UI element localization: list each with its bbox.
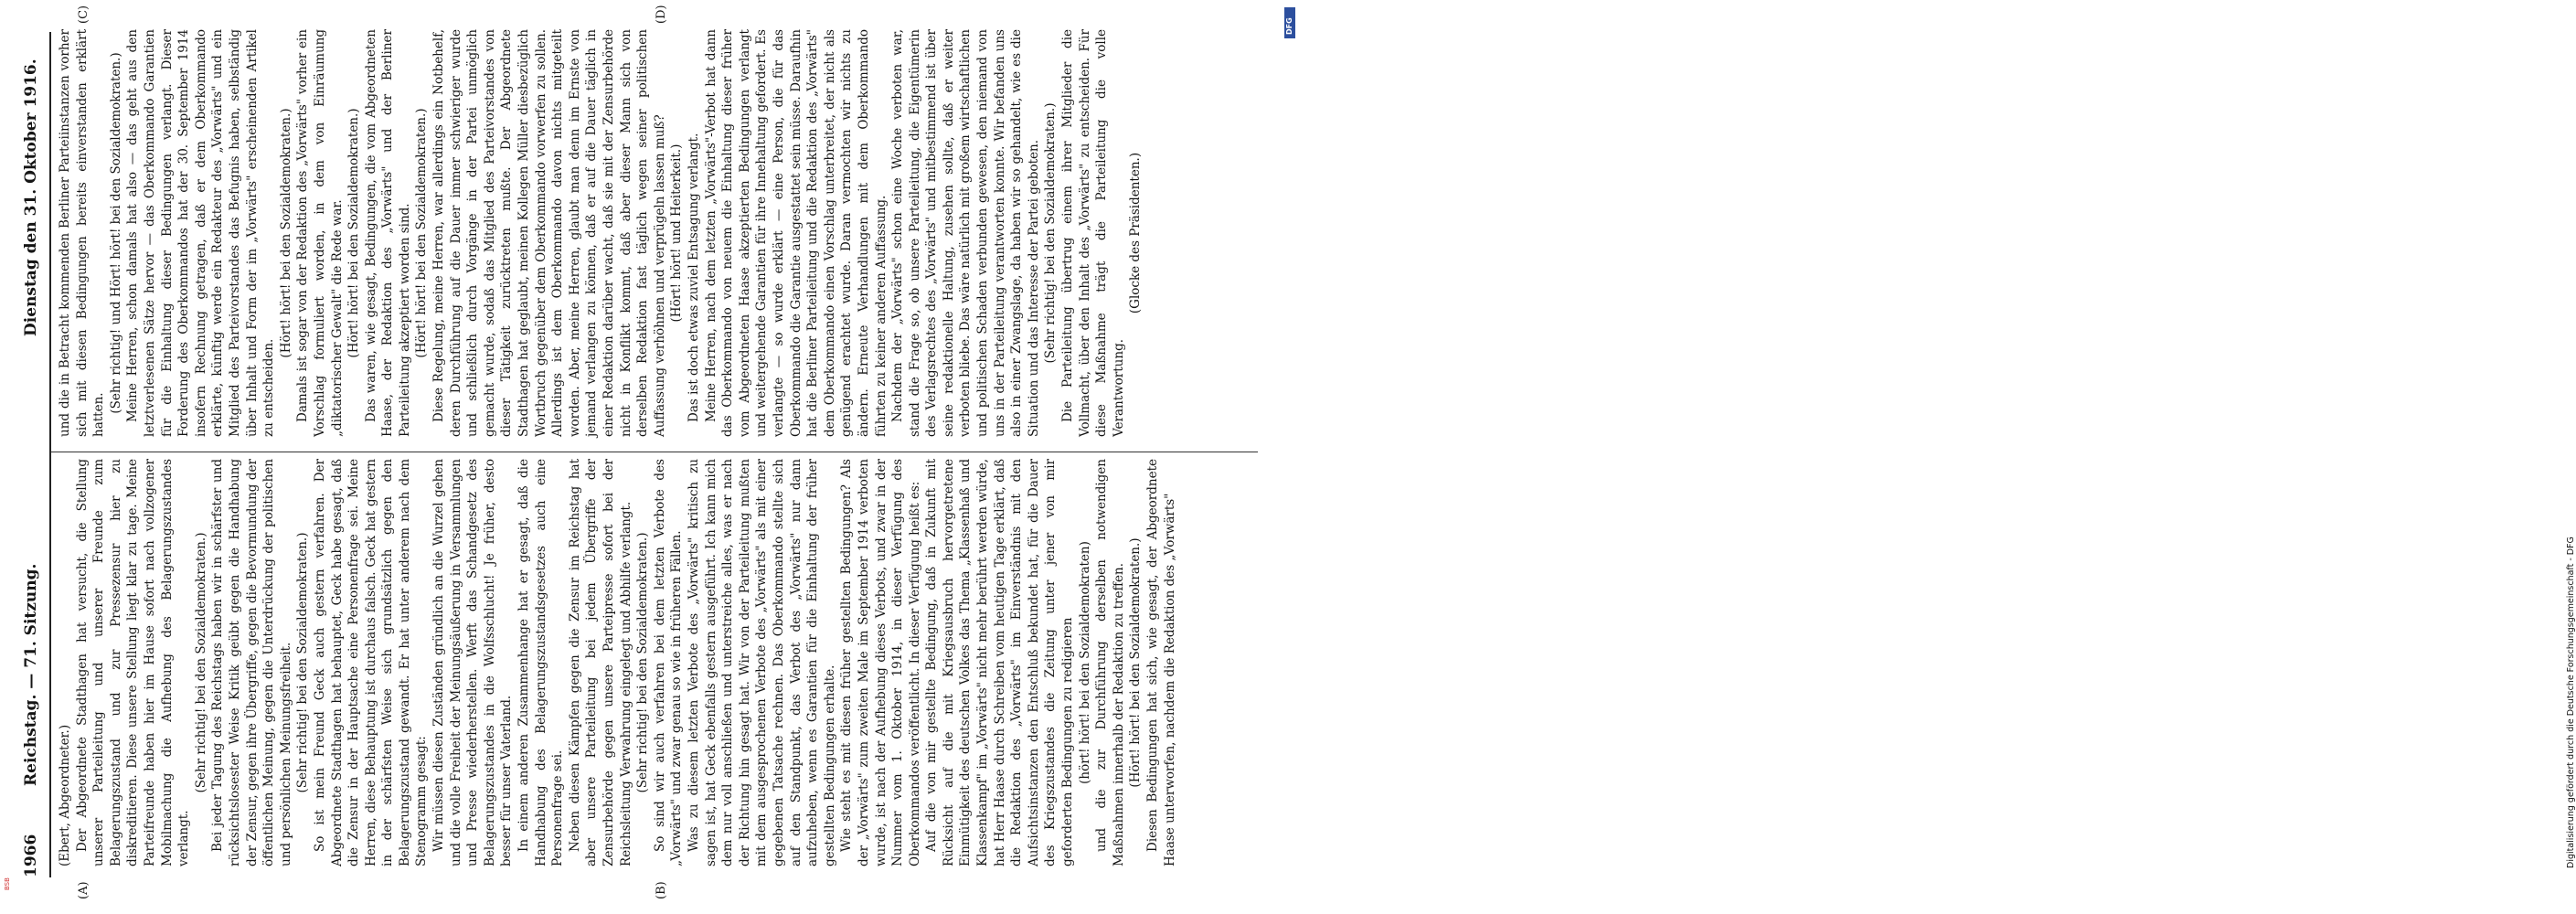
library-mark: BSB bbox=[4, 877, 11, 890]
interjection: (Hört! hört! bei den Sozialdemokraten.) bbox=[1128, 537, 1144, 788]
quote: Wir müssen diesen Zuständen gründlich an die Wurzel gehen und die volle Freiheit der Meinungsäußerung in Versammlungen und Presse wiederherstellen. Werft das Schandgesetz des Belagerungszustandes in die Wolfsschlucht! Je früher, desto besser für unser Vaterland. bbox=[431, 459, 515, 866]
interjection: (Sehr richtig! bei den Sozialdemokraten.) bbox=[1043, 102, 1059, 364]
session-date: Dienstag den 31. Oktober 1916. bbox=[22, 58, 40, 336]
paragraph: Meine Herren, nach dem letzten „Vorwärts"-Verbot hat dann das Oberkommando von neuem die Einhaltung dieser früher vom Abgeordneten Haase akzeptierten Bedingungen verlangt und weitergehende Garantien für ihre Innehaltung gefordert. Es verlangte — so wurde erklärt — eine Person, die für das Oberkommando die Garantie ausgestattet sein müsse. Daraufhin hat die Berliner Parteileitung und die Redaktion des „Vorwärts" dem Oberkommando einen Vorschlag unterbreitet, der nicht als genügend erachtet wurde. Daran vermochten wir nichts zu ändern. Erneute Verhandlungen mit dem Oberkommando führten zu keiner anderen Auffassung. bbox=[703, 29, 889, 437]
funding-note-text: Digitalisierung gefördert durch die Deutsche Forschungsgemeinschaft - DFG bbox=[2566, 537, 2576, 868]
paragraph: Die Parteileitung übertrug einem ihrer Mitglieder die Vollmacht, über den Inhalt des „Vorwärts" zu entscheiden. Für diese Maßnahme trägt die Parteileitung die volle Verantwortung. bbox=[1060, 29, 1126, 437]
paragraph: Was zu diesem letzten Verbote des „Vorwärts" kritisch zu sagen ist, hat Geck ebenfalls gestern ausgeführt. Ich kann mich dem nur voll anschließen und unterstreiche alles, was er nach der Richtung hin gesagt hat. Wir von der Parteileitung mußten mit dem ausgesprochenen Verbote des „Vorwärts" als mit einer gegebenen Tatsache rechnen. Das Oberkommando stellte sich auf den Standpunkt, das Verbot des „Vorwärts" nur dann aufzuheben, wenn es Garantien für die Einhaltung der früher gestellten Bedingungen erhalte. bbox=[686, 459, 837, 866]
margin-mark-c: (C) bbox=[77, 5, 90, 24]
margin-mark-d: (D) bbox=[655, 5, 668, 24]
paragraph: Neben diesen Kämpfen gegen die Zensur im Reichstag hat aber unsere Parteileitung bei jedem Übergriffe der Zensurbehörde gegen unsere Parteipresse sofort bei der Reichsleitung Verwahrung eingelegt und Abhilfe verlangt. bbox=[567, 459, 633, 866]
session-title: Reichstag. — 71. Sitzung. bbox=[22, 563, 40, 786]
paragraph: Das waren, wie gesagt, Bedingungen, die vom Abgeordneten Haase, der Redaktion des „Vorwärts" und der Berliner Parteileitung akzeptiert worden sind. bbox=[363, 29, 412, 437]
paragraph: Meine Herren, schon damals hat also — das geht aus den letztverlesenen Sätze hervor — das Oberkommando Garantien für die Einhaltung dieser Bedingungen verlangt. Dieser Forderung des Oberkommandos hat der 30. September 1914 insofern Rechnung getragen, daß er dem Oberkommando erklärte, künftig werde ein Redakteur des „Vorwärts" und ein Mitglied des Parteivorstandes das Befugnis haben, selbständig über Inhalt und Form der im „Vorwärts" erscheinenden Artikel zu entscheiden. bbox=[125, 29, 277, 437]
interjection: (Sehr richtig! bei den Sozialdemokraten.) bbox=[295, 532, 311, 793]
interjection: (Hört! hört! bei den Sozialdemokraten.) bbox=[278, 108, 293, 358]
paragraph: Nachdem der „Vorwärts" schon eine Woche verboten war, stand die Frage so, ob unsere Parteileitung, die Eigentümerin des Verlagsrechtes des „Vorwärts" und mitbestimmend ist über seine redaktionelle Haltung, zusehen sollte, daß er weiter verboten bliebe. Das wäre natürlich mit großem wirtschaftlichen und politischen Schaden verbunden gewesen, den niemand von uns in der Parteileitung verantworten konnte. Wir befanden uns also in einer Zwangslage, da haben wir so gehandelt, wie es die Situation und das Interesse der Partei geboten. bbox=[890, 29, 1041, 437]
margin-mark-a: (A) bbox=[77, 881, 90, 899]
interjection: (Hört! hört! bei den Sozialdemokraten.) bbox=[414, 108, 430, 358]
quote: und die zur Durchführung derselben notwendigen Maßnahmen innerhalb der Redaktion zu treffen. bbox=[1094, 459, 1126, 866]
paragraph: So ist mein Freund Geck auch gestern verfahren. Der Abgeordnete Stadthagen hat behauptet, Geck habe gesagt, daß die Zensur in der Hauptsache eine Personenfrage sei. Meine Herren, diese Behauptung ist durchaus falsch. Geck hat gestern in der schärfsten Weise sich grundsätzlich gegen den Belagerungszustand gewandt. Er hat unter anderem nach dem Stenogramm gesagt: bbox=[312, 459, 430, 866]
speaker-line: (Ebert, Abgeordneter.) bbox=[58, 724, 72, 866]
page-header bbox=[18, 0, 46, 914]
interjection: (Glocke des Präsidenten.) bbox=[1128, 152, 1144, 314]
paragraph: und die in Betracht kommenden Berliner Parteiinstanzen vorher sich mit diesen Bedingungen bereits einverstanden erklärt hatten. bbox=[58, 29, 107, 437]
paragraph: So sind wir auch verfahren bei dem letzten Verbote des „Vorwärts" und zwar genau so wie in früheren Fällen. bbox=[652, 459, 685, 866]
paragraph: Bei jeder Tagung des Reichstags haben wir in schärfster und rücksichtslosester Weise Kritik geübt gegen die Handhabung der Zensur, gegen ihre Übergriffe, gegen die Bevormundung der öffentlichen Meinung, gegen die Unterdrückung der politischen und persönlichen Meinungsfreiheit. bbox=[210, 459, 293, 866]
interjection: (Hört! hört! bei den Sozialdemokraten.) bbox=[346, 108, 362, 358]
interjection: (hört! hört! bei den Sozialdemokraten) bbox=[1077, 541, 1092, 784]
interjection: (Hört! hört! und Heiterkeit.) bbox=[669, 143, 685, 323]
paragraph: Das ist doch etwas zuviel Entsagung verlangt. bbox=[686, 133, 701, 422]
paragraph: In einem anderen Zusammenhange hat er gesagt, daß die Handhabung des Belagerungszustandsgesetzes auch eine Personenfrage sei. bbox=[516, 459, 566, 866]
paragraph: Diesen Bedingungen hat sich, wie gesagt, der Abgeordnete Haase unterworfen, nachdem die Redaktion des „Vorwärts" bbox=[1145, 459, 1177, 866]
page-number: 1966 bbox=[22, 834, 40, 877]
funding-note bbox=[1279, 0, 2576, 914]
paragraph: Wie steht es mit diesen früher gestellten Bedingungen? Als der „Vorwärts" zum zweiten Male im September 1914 verboten wurde, ist nach der Aufhebung dieses Verbots, und zwar in der Nummer vom 1. Oktober 1914, in dieser Verfügung des Oberkommandos veröffentlicht. In dieser Verfügung heißt es: bbox=[839, 459, 922, 866]
dfg-logo-text: DFG bbox=[1285, 17, 1293, 35]
interjection: (Sehr richtig! bei den Sozialdemokraten.) bbox=[193, 532, 208, 793]
paragraph: Der Abgeordnete Stadthagen hat versucht, die Stellung unserer Parteileitung und unserer Freunde zum Belagerungszustand und zur Pressezensur hier zu diskreditieren. Diese unsere Stellung liegt klar zu tage. Meine Parteifreunde haben hier im Hause sofort nach vollzogener Mobilmachung die Aufhebung des Belagerungszustandes verlangt. bbox=[74, 459, 192, 866]
paragraph: Diese Regelung, meine Herren, war allerdings ein Notbehelf, deren Durchführung auf die Dauer immer schwieriger wurde und schließlich durch Vorgänge in der Partei unmöglich gemacht wurde, sodaß das Mitglied des Parteivorstandes von dieser Tätigkeit zurücktreten mußte. Der Abgeordnete Stadthagen hat geglaubt, meinen Kollegen Müller diesbezüglich Wortbruch gegenüber dem Oberkommando vorwerfen zu sollen. Allerdings ist dem Oberkommando davon nichts mitgeteilt worden. Aber, meine Herren, glaubt man denn im Ernste von jemand verlangen zu können, daß er auf die Dauer täglich in einer Redaktion darüber wacht, daß sie mit der Zensurbehörde nicht in Konflikt kommt, daß aber dieser Mann sich von derselben Redaktion fast täglich wegen seiner politischen Auffassung verhöhnen und verprügeln lassen muß? bbox=[431, 29, 667, 437]
right-column bbox=[57, 29, 1263, 437]
margin-mark-b: (B) bbox=[655, 881, 668, 899]
dfg-logo bbox=[1284, 7, 1295, 38]
quote: Auf die von mir gestellte Bedingung, daß in Zukunft mit Rücksicht auf die mit Kriegsausbruch hervorgetretene Einmütigkeit des deutschen Volkes das Thema „Klassenhaß und Klassenkampf" im „Vorwärts" nicht mehr berührt werden würde, hat Herr Haase durch Schreiben vom heutigen Tage erklärt, daß die Redaktion des „Vorwärts" im Einverständnis mit den Aufsichtsinstanzen den Entschluß bekundet hat, für die Dauer des Kriegszustandes die Zeitung unter jener von mir geforderten Bedingungen zu redigieren bbox=[924, 459, 1076, 866]
paragraph: Damals ist sogar von der Redaktion des „Vorwärts" vorher ein Vorschlag formuliert worden, in dem von Einräumung „diktatorischer Gewalt" die Rede war. bbox=[295, 29, 345, 437]
interjection: (Sehr richtig! und Hört! hört! bei den Sozialdemokraten.) bbox=[108, 52, 123, 414]
left-column bbox=[57, 459, 1263, 866]
header-rule bbox=[49, 32, 51, 877]
interjection: (Sehr richtig! bei den Sozialdemokraten.) bbox=[635, 532, 651, 793]
